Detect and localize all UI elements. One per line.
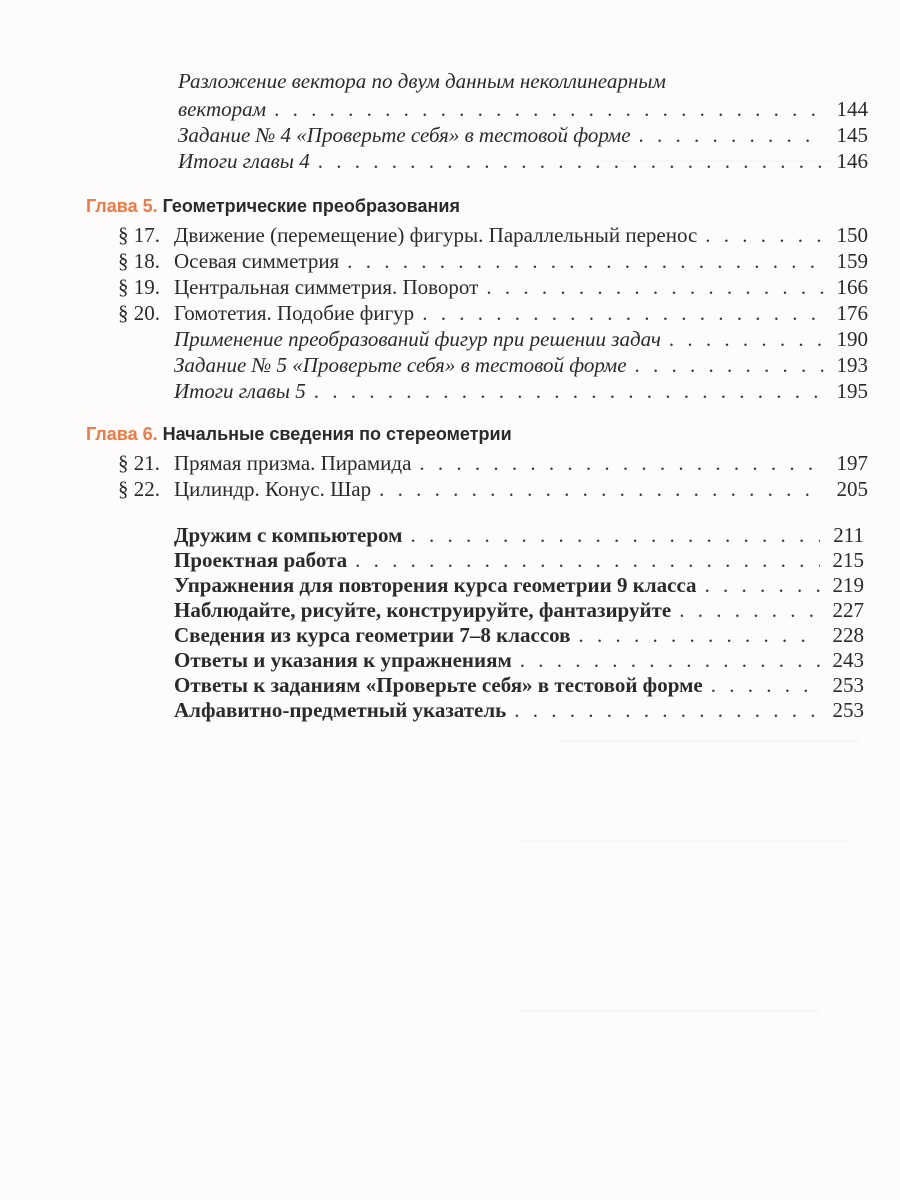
toc-entry-title: Применение преобразований фигур при решении задач <box>174 327 661 351</box>
leader-dots <box>486 274 824 300</box>
toc-entry-review-exercises[interactable] <box>174 572 864 598</box>
toc-entry-answers[interactable] <box>174 647 864 673</box>
toc-entry-title: Проектная работа <box>174 548 348 572</box>
toc-entry-title: Упражнения для повторения курса геометрии 9 класса <box>174 573 697 597</box>
leader-dots <box>422 300 824 326</box>
leader-dots <box>410 522 820 548</box>
toc-entry-page: 144 <box>836 97 868 121</box>
section-number: § 19. <box>118 275 160 299</box>
toc-entry-title: Алфавитно-предметный указатель <box>174 698 507 722</box>
toc-entry-summary5[interactable] <box>174 378 868 404</box>
leader-dots <box>314 378 824 404</box>
leader-dots <box>579 622 821 648</box>
toc-entry-test-answers[interactable] <box>174 672 864 698</box>
toc-entry-page: 146 <box>836 149 868 173</box>
toc-entry-summary4[interactable] <box>178 148 868 174</box>
show-through-mark <box>560 740 860 742</box>
toc-entry-course-7-8[interactable] <box>174 622 864 648</box>
toc-entry-section-19[interactable] <box>174 274 868 300</box>
toc-entry-page: 197 <box>836 451 868 475</box>
leader-dots <box>514 697 820 723</box>
toc-entry-title: Гомотетия. Подобие фигур <box>174 301 415 325</box>
toc-entry-section-22[interactable] <box>174 476 868 502</box>
toc-entry-title: Центральная симметрия. Поворот <box>174 275 479 299</box>
toc-entry-test4[interactable] <box>178 122 868 148</box>
toc-entry-title: Задание № 4 «Проверьте себя» в тестовой форме <box>178 123 631 147</box>
toc-entry-section-18[interactable] <box>174 248 868 274</box>
toc-entry-computer[interactable] <box>174 522 864 548</box>
leader-dots <box>711 672 820 698</box>
toc-entry-page: 253 <box>832 673 864 697</box>
section-number: § 17. <box>118 223 160 247</box>
toc-entry-page: 150 <box>836 223 868 247</box>
toc-entry-title: Итоги главы 5 <box>174 379 306 403</box>
toc-entry-test5[interactable] <box>174 352 868 378</box>
toc-entry-page: 193 <box>836 353 868 377</box>
toc-entry-page: 227 <box>832 598 864 622</box>
leader-dots <box>639 122 824 148</box>
toc-entry-index[interactable] <box>174 697 864 723</box>
toc-entry-title: Прямая призма. Пирамида <box>174 451 412 475</box>
toc-entry-page: 243 <box>832 648 864 672</box>
toc-entry-page: 215 <box>832 548 864 572</box>
chapter-heading-6[interactable] <box>86 422 512 446</box>
toc-entry-page: 176 <box>836 301 868 325</box>
toc-entry-title: Осевая симметрия <box>174 249 340 273</box>
leader-dots <box>705 572 820 598</box>
chapter-title: Начальные сведения по стереометрии <box>162 424 512 444</box>
toc-entry-page: 253 <box>832 698 864 722</box>
toc-entry-section-21[interactable] <box>174 450 868 476</box>
toc-entry-page: 211 <box>833 523 864 547</box>
leader-dots <box>669 326 824 352</box>
leader-dots <box>520 647 820 673</box>
toc-entry-title: Наблюдайте, рисуйте, конструируйте, фантазируйте <box>174 598 672 622</box>
section-number: § 20. <box>118 301 160 325</box>
toc-entry-observe[interactable] <box>174 597 864 623</box>
chapter-heading-5[interactable] <box>86 194 460 218</box>
toc-entry-title: Ответы и указания к упражнениям <box>174 648 512 672</box>
toc-entry-vector-line1: Разложение вектора по двум данным неколлинеарным <box>178 69 666 93</box>
show-through-mark <box>520 840 850 842</box>
toc-entry-page: 166 <box>836 275 868 299</box>
toc-entry-section-17[interactable] <box>174 222 868 248</box>
toc-entry-title: Ответы к заданиям «Проверьте себя» в тестовой форме <box>174 673 703 697</box>
toc-entry-title: векторам <box>178 97 267 121</box>
toc-entry-transform-applications[interactable] <box>174 326 868 352</box>
toc-entry-page: 205 <box>836 477 868 501</box>
toc-entry-section-20[interactable] <box>174 300 868 326</box>
toc-entry-page: 219 <box>832 573 864 597</box>
chapter-number: Глава 6. <box>86 424 158 444</box>
toc-entry-project[interactable] <box>174 547 864 573</box>
chapter-number: Глава 5. <box>86 196 158 216</box>
toc-entry-title: Задание № 5 «Проверьте себя» в тестовой форме <box>174 353 627 377</box>
leader-dots <box>355 547 820 573</box>
leader-dots <box>705 222 824 248</box>
section-number: § 22. <box>118 477 160 501</box>
toc-entry-page: 190 <box>836 327 868 351</box>
toc-entry-title: Цилиндр. Конус. Шар <box>174 477 372 501</box>
leader-dots <box>419 450 824 476</box>
show-through-mark <box>520 1010 820 1012</box>
section-number: § 18. <box>118 249 160 273</box>
toc-entry-title: Дружим с компьютером <box>174 523 403 547</box>
section-number: § 21. <box>118 451 160 475</box>
toc-entry-page: 145 <box>836 123 868 147</box>
toc-entry-title: Движение (перемещение) фигуры. Параллельный перенос <box>174 223 698 247</box>
toc-entry-page: 195 <box>836 379 868 403</box>
leader-dots <box>274 96 824 122</box>
leader-dots <box>679 597 820 623</box>
leader-dots <box>635 352 824 378</box>
toc-entry-vector[interactable] <box>178 96 868 122</box>
toc-entry-title: Итоги главы 4 <box>178 149 310 173</box>
chapter-title: Геометрические преобразования <box>162 196 460 216</box>
leader-dots <box>347 248 824 274</box>
leader-dots <box>318 148 824 174</box>
toc-entry-page: 228 <box>832 623 864 647</box>
toc-entry-page: 159 <box>836 249 868 273</box>
toc-entry-title: Сведения из курса геометрии 7–8 классов <box>174 623 571 647</box>
leader-dots <box>379 476 824 502</box>
